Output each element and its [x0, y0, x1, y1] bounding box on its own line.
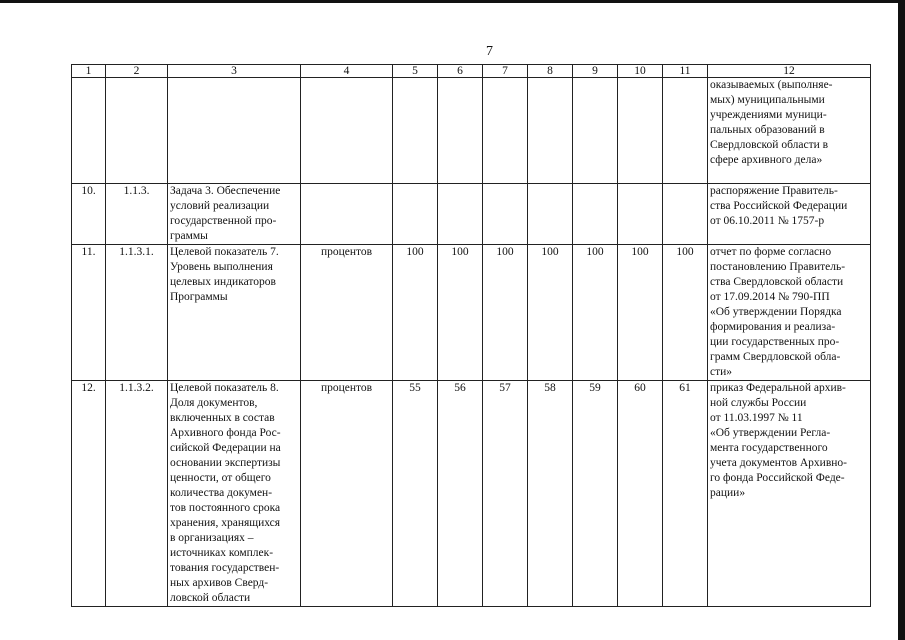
value-cell: 100	[528, 245, 573, 381]
value-cell: 56	[438, 381, 483, 607]
row-name: Целевой показатель 7. Уровень выполнения целевых индикаторов Программы	[168, 245, 301, 381]
value-cell: 100	[618, 245, 663, 381]
header-col-2: 2	[106, 65, 168, 78]
value-cell: 60	[618, 381, 663, 607]
row-code: 1.1.3.1.	[106, 245, 168, 381]
header-col-10: 10	[618, 65, 663, 78]
header-col-8: 8	[528, 65, 573, 78]
header-col-7: 7	[483, 65, 528, 78]
scan-edge-right	[898, 0, 905, 640]
value-cell: 100	[438, 245, 483, 381]
row-unit: процентов	[301, 245, 393, 381]
table-row-continuation	[72, 78, 871, 184]
row-name: Задача 3. Обеспечение условий реализации государственной про- граммы	[168, 184, 301, 245]
value-cell	[393, 184, 438, 245]
row-unit	[301, 184, 393, 245]
header-col-3: 3	[168, 65, 301, 78]
row-code: 1.1.3.	[106, 184, 168, 245]
source-cell: распоряжение Правитель- ства Российской Федерации от 06.10.2011 № 1757-р	[708, 184, 871, 245]
row-name: Целевой показатель 8. Доля документов, включенных в состав Архивного фонда Рос- сийской Федерации на основании экспертизы ценности, от общего количества докумен- тов постоянного срока хранения, хранящихся в организациях – источниках комплек- тования государствен- ных архивов Сверд- ловской области	[168, 381, 301, 607]
value-cell: 57	[483, 381, 528, 607]
row-unit: процентов	[301, 381, 393, 607]
value-cell: 61	[663, 381, 708, 607]
value-cell: 100	[483, 245, 528, 381]
table-row	[72, 184, 871, 245]
header-col-6: 6	[438, 65, 483, 78]
header-col-4: 4	[301, 65, 393, 78]
source-cell: оказываемых (выполняе- мых) муниципальными учреждениями муници- пальных образований в Свердловской области в сфере архивного дела»	[708, 78, 871, 184]
table-row	[72, 245, 871, 381]
row-number: 12.	[72, 381, 106, 607]
source-cell: приказ Федеральной архив- ной службы России от 11.03.1997 № 11 «Об утверждении Регла- мента государственного учета документов Архивно- го фонда Российской Феде- рации»	[708, 381, 871, 607]
header-row	[72, 65, 871, 78]
value-cell: 55	[393, 381, 438, 607]
value-cell	[483, 184, 528, 245]
value-cell	[438, 184, 483, 245]
value-cell: 100	[663, 245, 708, 381]
page-number: 7	[486, 44, 493, 59]
header-col-1: 1	[72, 65, 106, 78]
value-cell	[618, 184, 663, 245]
source-cell: отчет по форме согласно постановлению Правитель- ства Свердловской области от 17.09.2014 № 790-ПП «Об утверждении Порядка формирования и реализа- ции государственных про- грамм Свердловской обла- сти»	[708, 245, 871, 381]
value-cell: 58	[528, 381, 573, 607]
value-cell	[573, 184, 618, 245]
program-indicators-table	[71, 64, 871, 607]
header-col-5: 5	[393, 65, 438, 78]
value-cell	[528, 184, 573, 245]
header-col-12: 12	[708, 65, 871, 78]
value-cell: 100	[573, 245, 618, 381]
value-cell: 59	[573, 381, 618, 607]
value-cell: 100	[393, 245, 438, 381]
table-row	[72, 381, 871, 607]
value-cell	[663, 184, 708, 245]
row-number: 11.	[72, 245, 106, 381]
header-col-11: 11	[663, 65, 708, 78]
scan-edge-top	[0, 0, 905, 3]
row-code: 1.1.3.2.	[106, 381, 168, 607]
header-col-9: 9	[573, 65, 618, 78]
row-number: 10.	[72, 184, 106, 245]
